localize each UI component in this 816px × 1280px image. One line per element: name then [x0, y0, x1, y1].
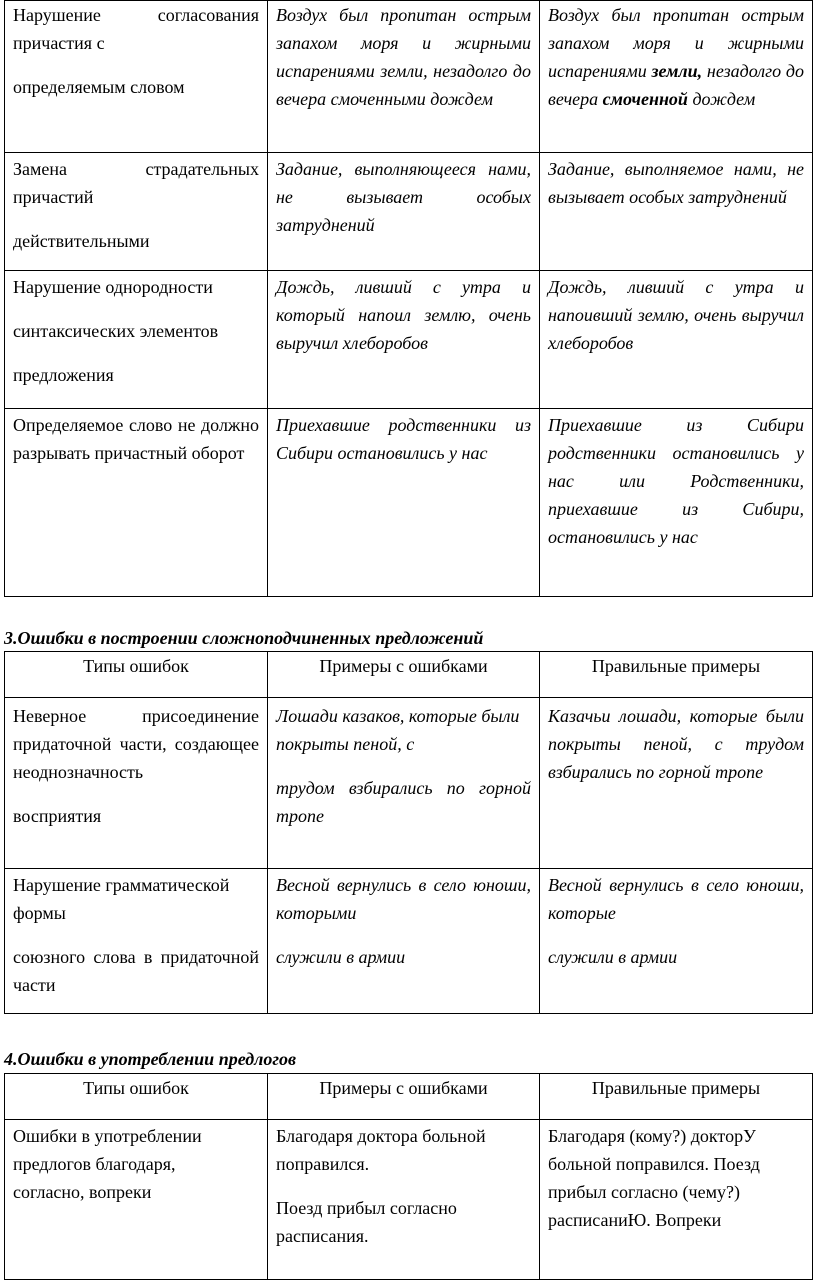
wrong-example-text: Приехавшие родственники из Сибири остановились у нас: [276, 415, 531, 463]
column-header: Типы ошибок: [5, 1074, 268, 1120]
table-row: [5, 409, 813, 597]
correct-example-cell: [540, 869, 813, 1014]
error-type-cell: [5, 869, 268, 1014]
correct-example-text: служили в армии: [548, 947, 678, 967]
wrong-example-text: трудом взбирались по горной тропе: [276, 778, 531, 826]
table-header-row: [5, 652, 813, 698]
error-type-cell: [5, 1, 268, 153]
error-type-text: Определяемое слово не должно разрывать причастный оборот: [13, 415, 259, 463]
correct-example-cell: [540, 153, 813, 271]
correct-example-text: Воздух был пропитан острым запахом моря и жирными испарениями земли, незадолго до вечера смоченной дождем: [548, 5, 804, 109]
table-row: [5, 1, 813, 153]
correct-example-cell: [540, 409, 813, 597]
error-type-cell: [5, 409, 268, 597]
correct-example-cell: [540, 1, 813, 153]
correct-example-text: прибыл согласно (чему?): [548, 1182, 740, 1202]
correct-example-cell: [540, 1120, 813, 1280]
wrong-example-cell: [268, 153, 540, 271]
correct-example-text: Весной вернулись в село юноши, которые: [548, 875, 804, 923]
complex-sentence-errors-table: [4, 651, 813, 1014]
error-type-text: действительными: [13, 231, 150, 251]
column-header: Примеры с ошибками: [268, 652, 540, 698]
error-type-text: согласно, вопреки: [13, 1182, 152, 1202]
wrong-example-text: Лошади казаков, которые были покрыты пеной, с: [276, 706, 520, 754]
wrong-example-text: Поезд прибыл согласно расписания.: [276, 1198, 457, 1246]
wrong-example-text: Задание, выполняющееся нами, не вызывает особых затруднений: [276, 159, 531, 235]
correct-example-cell: [540, 271, 813, 409]
correct-example-text: Благодаря (кому?) докторУ: [548, 1126, 756, 1146]
table-row: [5, 698, 813, 869]
error-type-cell: [5, 153, 268, 271]
preposition-errors-table: [4, 1073, 813, 1280]
correct-example-text: Дождь, ливший с утра и напоивший землю, очень выручил хлеборобов: [548, 277, 804, 353]
table-row: [5, 271, 813, 409]
error-type-text: предложения: [13, 365, 114, 385]
wrong-example-cell: [268, 271, 540, 409]
correct-example-cell: [540, 698, 813, 869]
wrong-example-cell: [268, 1, 540, 153]
correct-example-text: Казачьи лошади, которые были покрыты пеной, с трудом взбирались по горной тропе: [548, 706, 804, 782]
error-type-text: Ошибки в употреблении: [13, 1126, 202, 1146]
emphasized-word: смоченной: [602, 89, 688, 109]
error-type-cell: [5, 271, 268, 409]
wrong-example-cell: [268, 409, 540, 597]
section-heading: 4.Ошибки в употреблении предлогов: [4, 1049, 297, 1069]
wrong-example-text: Дождь, ливший с утра и который напоил землю, очень выручил хлеборобов: [276, 277, 531, 353]
error-type-text: Нарушение грамматической формы: [13, 875, 230, 923]
wrong-example-text: Весной вернулись в село юноши, которыми: [276, 875, 531, 923]
error-type-text: предлогов благодаря,: [13, 1154, 176, 1174]
error-type-text: союзного слова в придаточной части: [13, 947, 259, 995]
error-type-text: синтаксических элементов: [13, 321, 219, 341]
error-type-text: Нарушение однородности: [13, 277, 213, 297]
participle-errors-table: [4, 0, 813, 597]
error-type-cell: [5, 1120, 268, 1280]
wrong-example-text: Благодаря доктора больной поправился.: [276, 1126, 486, 1174]
correct-example-text: Приехавшие из Сибири родственники остановились у нас или Родственники, приехавшие из Сибири, остановились у нас: [548, 415, 804, 547]
wrong-example-cell: [268, 1120, 540, 1280]
column-header: Типы ошибок: [5, 652, 268, 698]
table-row: [5, 153, 813, 271]
wrong-example-cell: [268, 698, 540, 869]
error-type-text: восприятия: [13, 806, 102, 826]
wrong-example-text: служили в армии: [276, 947, 406, 967]
error-type-text: определяемым словом: [13, 77, 185, 97]
wrong-example-cell: [268, 869, 540, 1014]
error-type-cell: [5, 698, 268, 869]
emphasized-word: земли,: [651, 61, 703, 81]
column-header: Правильные примеры: [540, 652, 813, 698]
wrong-example-text: Воздух был пропитан острым запахом моря и жирными испарениями земли, незадолго до вечера смоченными дождем: [276, 5, 531, 109]
table-header-row: [5, 1074, 813, 1120]
section-heading: 3.Ошибки в построении сложноподчиненных предложений: [4, 628, 484, 648]
column-header: Правильные примеры: [540, 1074, 813, 1120]
column-header: Примеры с ошибками: [268, 1074, 540, 1120]
correct-example-text: больной поправился. Поезд: [548, 1154, 760, 1174]
error-type-text: Нарушение согласования причастия с: [13, 5, 259, 53]
table-row: [5, 1120, 813, 1280]
error-type-text: Замена страдательных причастий: [13, 159, 259, 207]
error-type-text: Неверное присоединение придаточной части, создающее неоднозначность: [13, 706, 259, 782]
table-row: [5, 869, 813, 1014]
correct-example-text: расписаниЮ. Вопреки: [548, 1210, 722, 1230]
correct-example-text: Задание, выполняемое нами, не вызывает особых затруднений: [548, 159, 804, 207]
